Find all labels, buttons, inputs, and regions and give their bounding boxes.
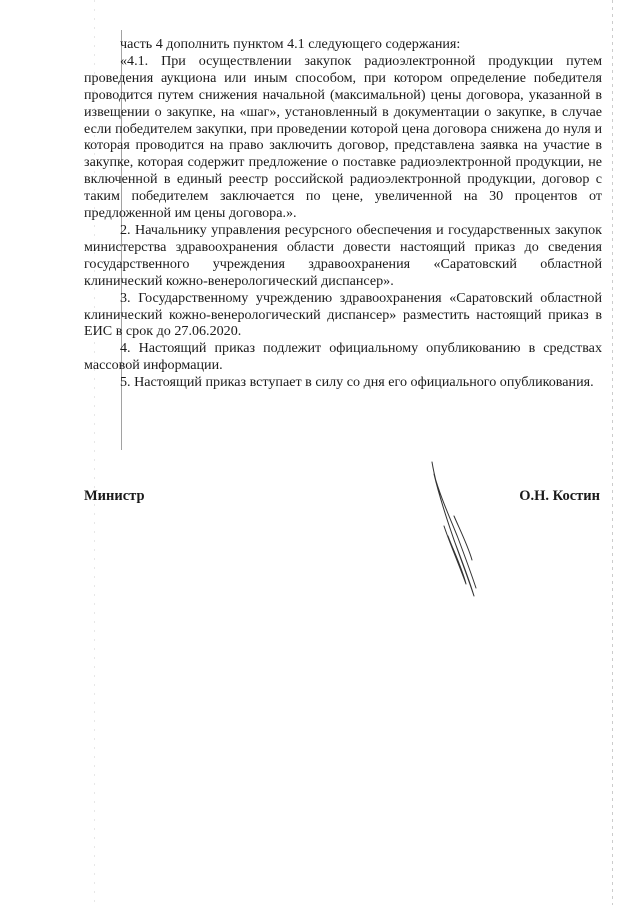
paragraph: часть 4 дополнить пунктом 4.1 следующего содержания: — [120, 36, 461, 52]
signature-title: Министр — [84, 488, 145, 504]
document-body — [84, 36, 602, 391]
signatory-name: О.Н. Костин — [519, 488, 600, 504]
paragraph: 3. Государственному учреждению здравоохранения «Саратовский областной клинический кожно-венерологический диспансер» разместить настоящий приказ в ЕИС в срок до 27.06.2020. — [84, 289, 602, 340]
paragraph: 2. Начальнику управления ресурсного обеспечения и государственных закупок министерства здравоохранения области довести настоящий приказ до сведения государственного учреждения здравоохранения «Саратовский областной клинический кожно-венерологический диспансер». — [84, 221, 602, 289]
handwritten-signature — [414, 456, 494, 606]
paragraph: 4. Настоящий приказ подлежит официальному опубликованию в средствах массовой информации. — [84, 340, 602, 374]
scan-artifact-line — [612, 0, 613, 905]
signature-block — [84, 488, 600, 508]
paragraph: «4.1. При осуществлении закупок радиоэлектронной продукции путем проведения аукциона или иным способом, при котором определение победителя проводится путем снижения начальной (максимальной) цены договора, указанной в извещении о закупке, на «шаг», установленный в документации о закупке, в случае если победителем закупки, при проведении которой цена договора снижена до нуля и которая проводится на право заключить договор, представлена заявка на участие в закупке, которая содержит предложение о поставке радиоэлектронной продукции, не включенной в единый реестр российской радиоэлектронной продукции, договор с таким победителем заключается по цене, увеличенной на 30 процентов от предложенной им цены договора.». — [84, 52, 602, 222]
paragraph: 5. Настоящий приказ вступает в силу со дня его официального опубликования. — [120, 374, 594, 391]
